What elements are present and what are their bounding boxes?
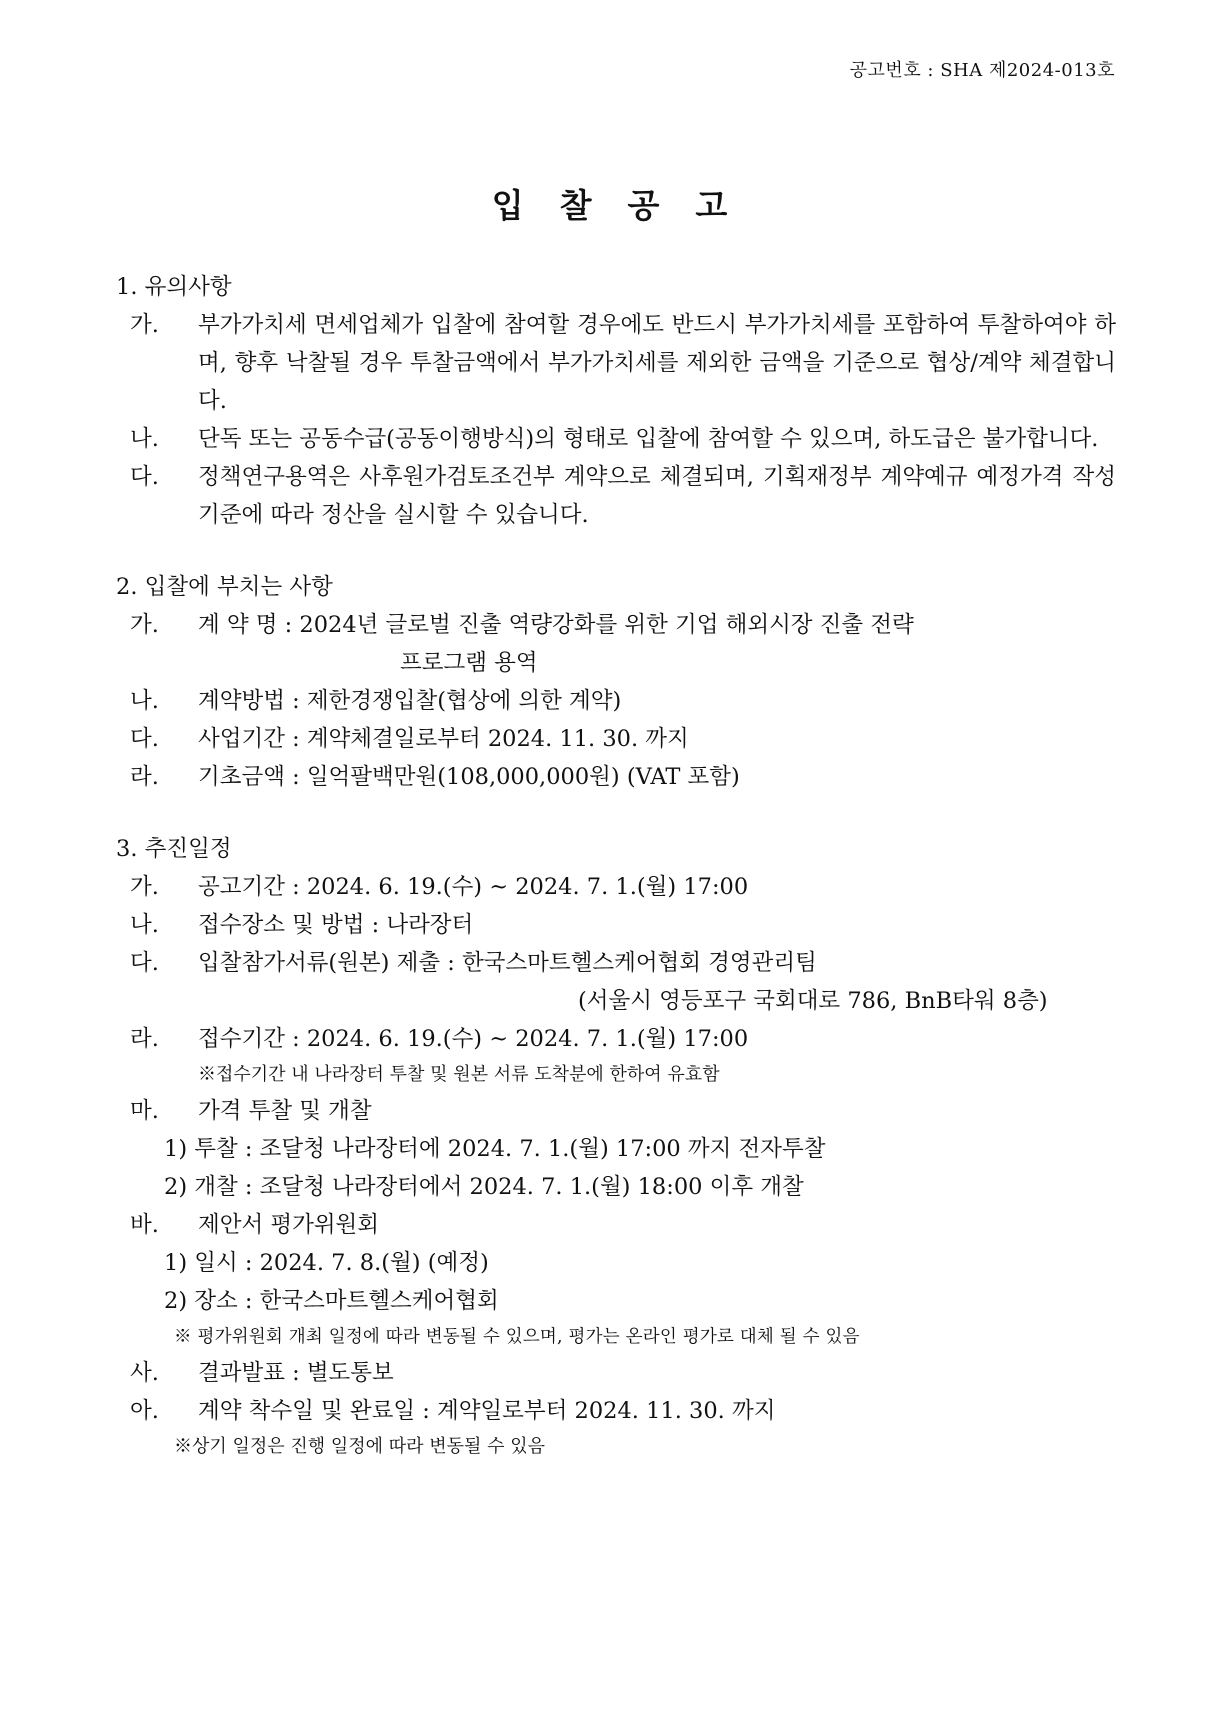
base-amount-item [130,758,1116,796]
receipt-period-item [130,1020,1116,1092]
committee-place: 2) 장소 : 한국스마트헬스케어협회 [164,1288,499,1314]
item-mark: 다. [130,726,159,752]
bid-heading: 가격 투찰 및 개찰 [198,1098,372,1124]
receipt-period: 접수기간 : 2024. 6. 19.(수) ~ 2024. 7. 1.(월) 17:00 [198,1026,749,1052]
contract-method-item [130,682,1116,720]
item-mark: 아. [130,1398,159,1424]
list-item [130,420,1116,458]
receipt-note: ※접수기간 내 나라장터 투찰 및 원본 서류 도착분에 한하여 유효함 [198,1064,720,1085]
contract-start: 계약 착수일 및 완료일 : 계약일로부터 2024. 11. 30. 까지 [198,1398,776,1424]
result-item [130,1354,1116,1392]
contract-method: 계약방법 : 제한경쟁입찰(협상에 의한 계약) [198,688,622,714]
page-title [0,180,1223,227]
item-mark: 다. [130,950,159,976]
schedule-note: ※상기 일정은 진행 일정에 따라 변동될 수 있음 [174,1436,546,1457]
notice-period: 공고기간 : 2024. 6. 19.(수) ~ 2024. 7. 1.(월) 17:00 [198,874,749,900]
item-text: 부가가치세 면세업체가 입찰에 참여할 경우에도 반드시 부가가치세를 포함하여 투찰하여야 하며, 향후 낙찰될 경우 투찰금액에서 부가가치세를 제외한 금액을 기준으로 협상/계약 체결합니다. [198,312,1116,414]
section-heading: 2. 입찰에 부치는 사항 [116,574,333,600]
contract-name-cont: 프로그램 용역 [400,650,538,676]
base-amount: 기초금액 : 일억팔백만원(108,000,000원) (VAT 포함) [198,764,740,790]
bid-submission: 1) 투찰 : 조달청 나라장터에 2024. 7. 1.(월) 17:00 까지 전자투찰 [164,1136,826,1162]
bid-opening: 2) 개찰 : 조달청 나라장터에서 2024. 7. 1.(월) 18:00 이후 개찰 [164,1174,804,1200]
item-mark: 가. [130,874,159,900]
project-period-item [130,720,1116,758]
item-mark: 나. [130,912,159,938]
document-body [116,268,1116,1464]
contract-name-item [130,606,1116,682]
contract-start-item [130,1392,1116,1430]
list-item [130,458,1116,534]
submission-docs: 입찰참가서류(원본) 제출 : 한국스마트헬스케어협회 경영관리팀 [198,950,817,976]
item-mark: 가. [130,612,159,638]
project-period: 사업기간 : 계약체결일로부터 2024. 11. 30. 까지 [198,726,689,752]
title-char: 공 [627,186,664,225]
item-mark: 마. [130,1098,159,1124]
bid-item [130,1092,1116,1130]
item-mark: 바. [130,1212,159,1238]
contract-name: 계 약 명 : 2024년 글로벌 진출 역량강화를 위한 기업 해외시장 진출 전략 [198,612,914,638]
title-char: 입 [491,186,528,225]
committee-note: ※ 평가위원회 개최 일정에 따라 변동될 수 있으며, 평가는 온라인 평가로 대체 될 수 있음 [174,1327,860,1347]
submission-docs-item [130,944,1116,1020]
notice-period-item [130,868,1116,906]
item-mark: 라. [130,764,159,790]
item-mark: 나. [130,688,159,714]
list-item [130,306,1116,420]
section-heading: 1. 유의사항 [116,274,232,300]
item-mark: 라. [130,1026,159,1052]
submission-address: (서울시 영등포구 국회대로 786, BnB타워 8층) [578,988,1048,1014]
notice-number: 공고번호 : SHA 제2024-013호 [849,60,1115,81]
item-mark: 다. [130,464,159,490]
section-heading: 3. 추진일정 [116,836,232,862]
item-mark: 가. [130,312,159,338]
result-announcement: 결과발표 : 별도통보 [198,1360,394,1386]
item-text: 단독 또는 공동수급(공동이행방식)의 형태로 입찰에 참여할 수 있으며, 하도급은 불가합니다. [198,426,1099,452]
committee-date: 1) 일시 : 2024. 7. 8.(월) (예정) [164,1250,489,1276]
receipt-place: 접수장소 및 방법 : 나라장터 [198,912,474,938]
committee-heading: 제안서 평가위원회 [198,1212,380,1238]
committee-item [130,1206,1116,1244]
item-mark: 사. [130,1360,159,1386]
item-text: 정책연구용역은 사후원가검토조건부 계약으로 체결되며, 기획재정부 계약예규 예정가격 작성 기준에 따라 정산을 실시할 수 있습니다. [198,464,1116,528]
receipt-place-item [130,906,1116,944]
title-char: 고 [695,186,732,225]
item-mark: 나. [130,426,159,452]
title-char: 찰 [559,186,596,225]
